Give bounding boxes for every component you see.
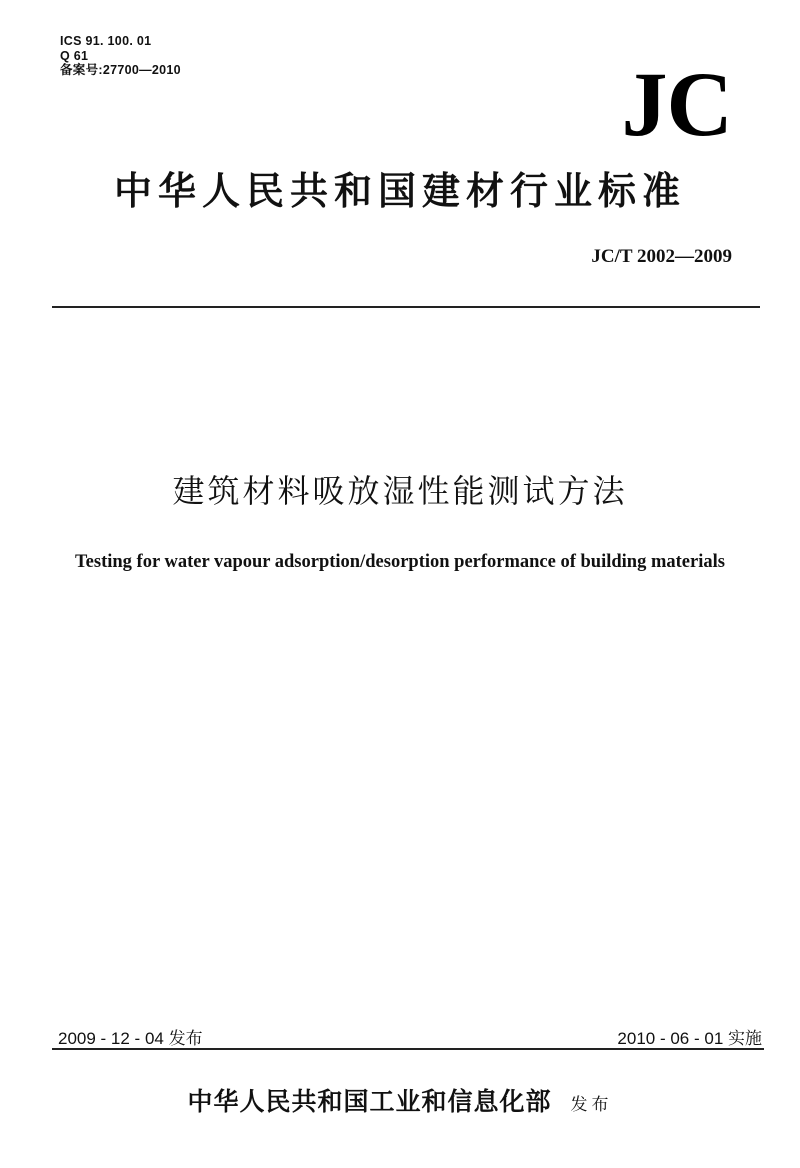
publisher-name: 中华人民共和国工业和信息化部 [187,1087,552,1116]
standard-category-title: 中华人民共和国建材行业标准 [113,168,686,213]
ics-code: ICS 91. 100. 01 [60,34,152,48]
document-title-chinese: 建筑材料吸放湿性能测试方法 [172,472,628,510]
implementation-date: 2010 - 06 - 01 实施 [617,1029,762,1048]
top-divider [52,306,760,308]
standard-number: JC/T 2002—2009 [591,246,732,267]
ccs-code: Q 61 [60,48,89,63]
jc-logo: JC [621,53,732,155]
publisher-suffix: 发布 [570,1095,613,1115]
publisher-line [0,1082,800,1118]
document-title-english: Testing for water vapour adsorption/desorption performance of building materials [75,552,725,572]
bottom-divider [52,1048,764,1050]
record-number: 备案号:27700—2010 [60,63,181,77]
classification-block [60,34,181,78]
issue-date: 2009 - 12 - 04 发布 [58,1029,203,1048]
